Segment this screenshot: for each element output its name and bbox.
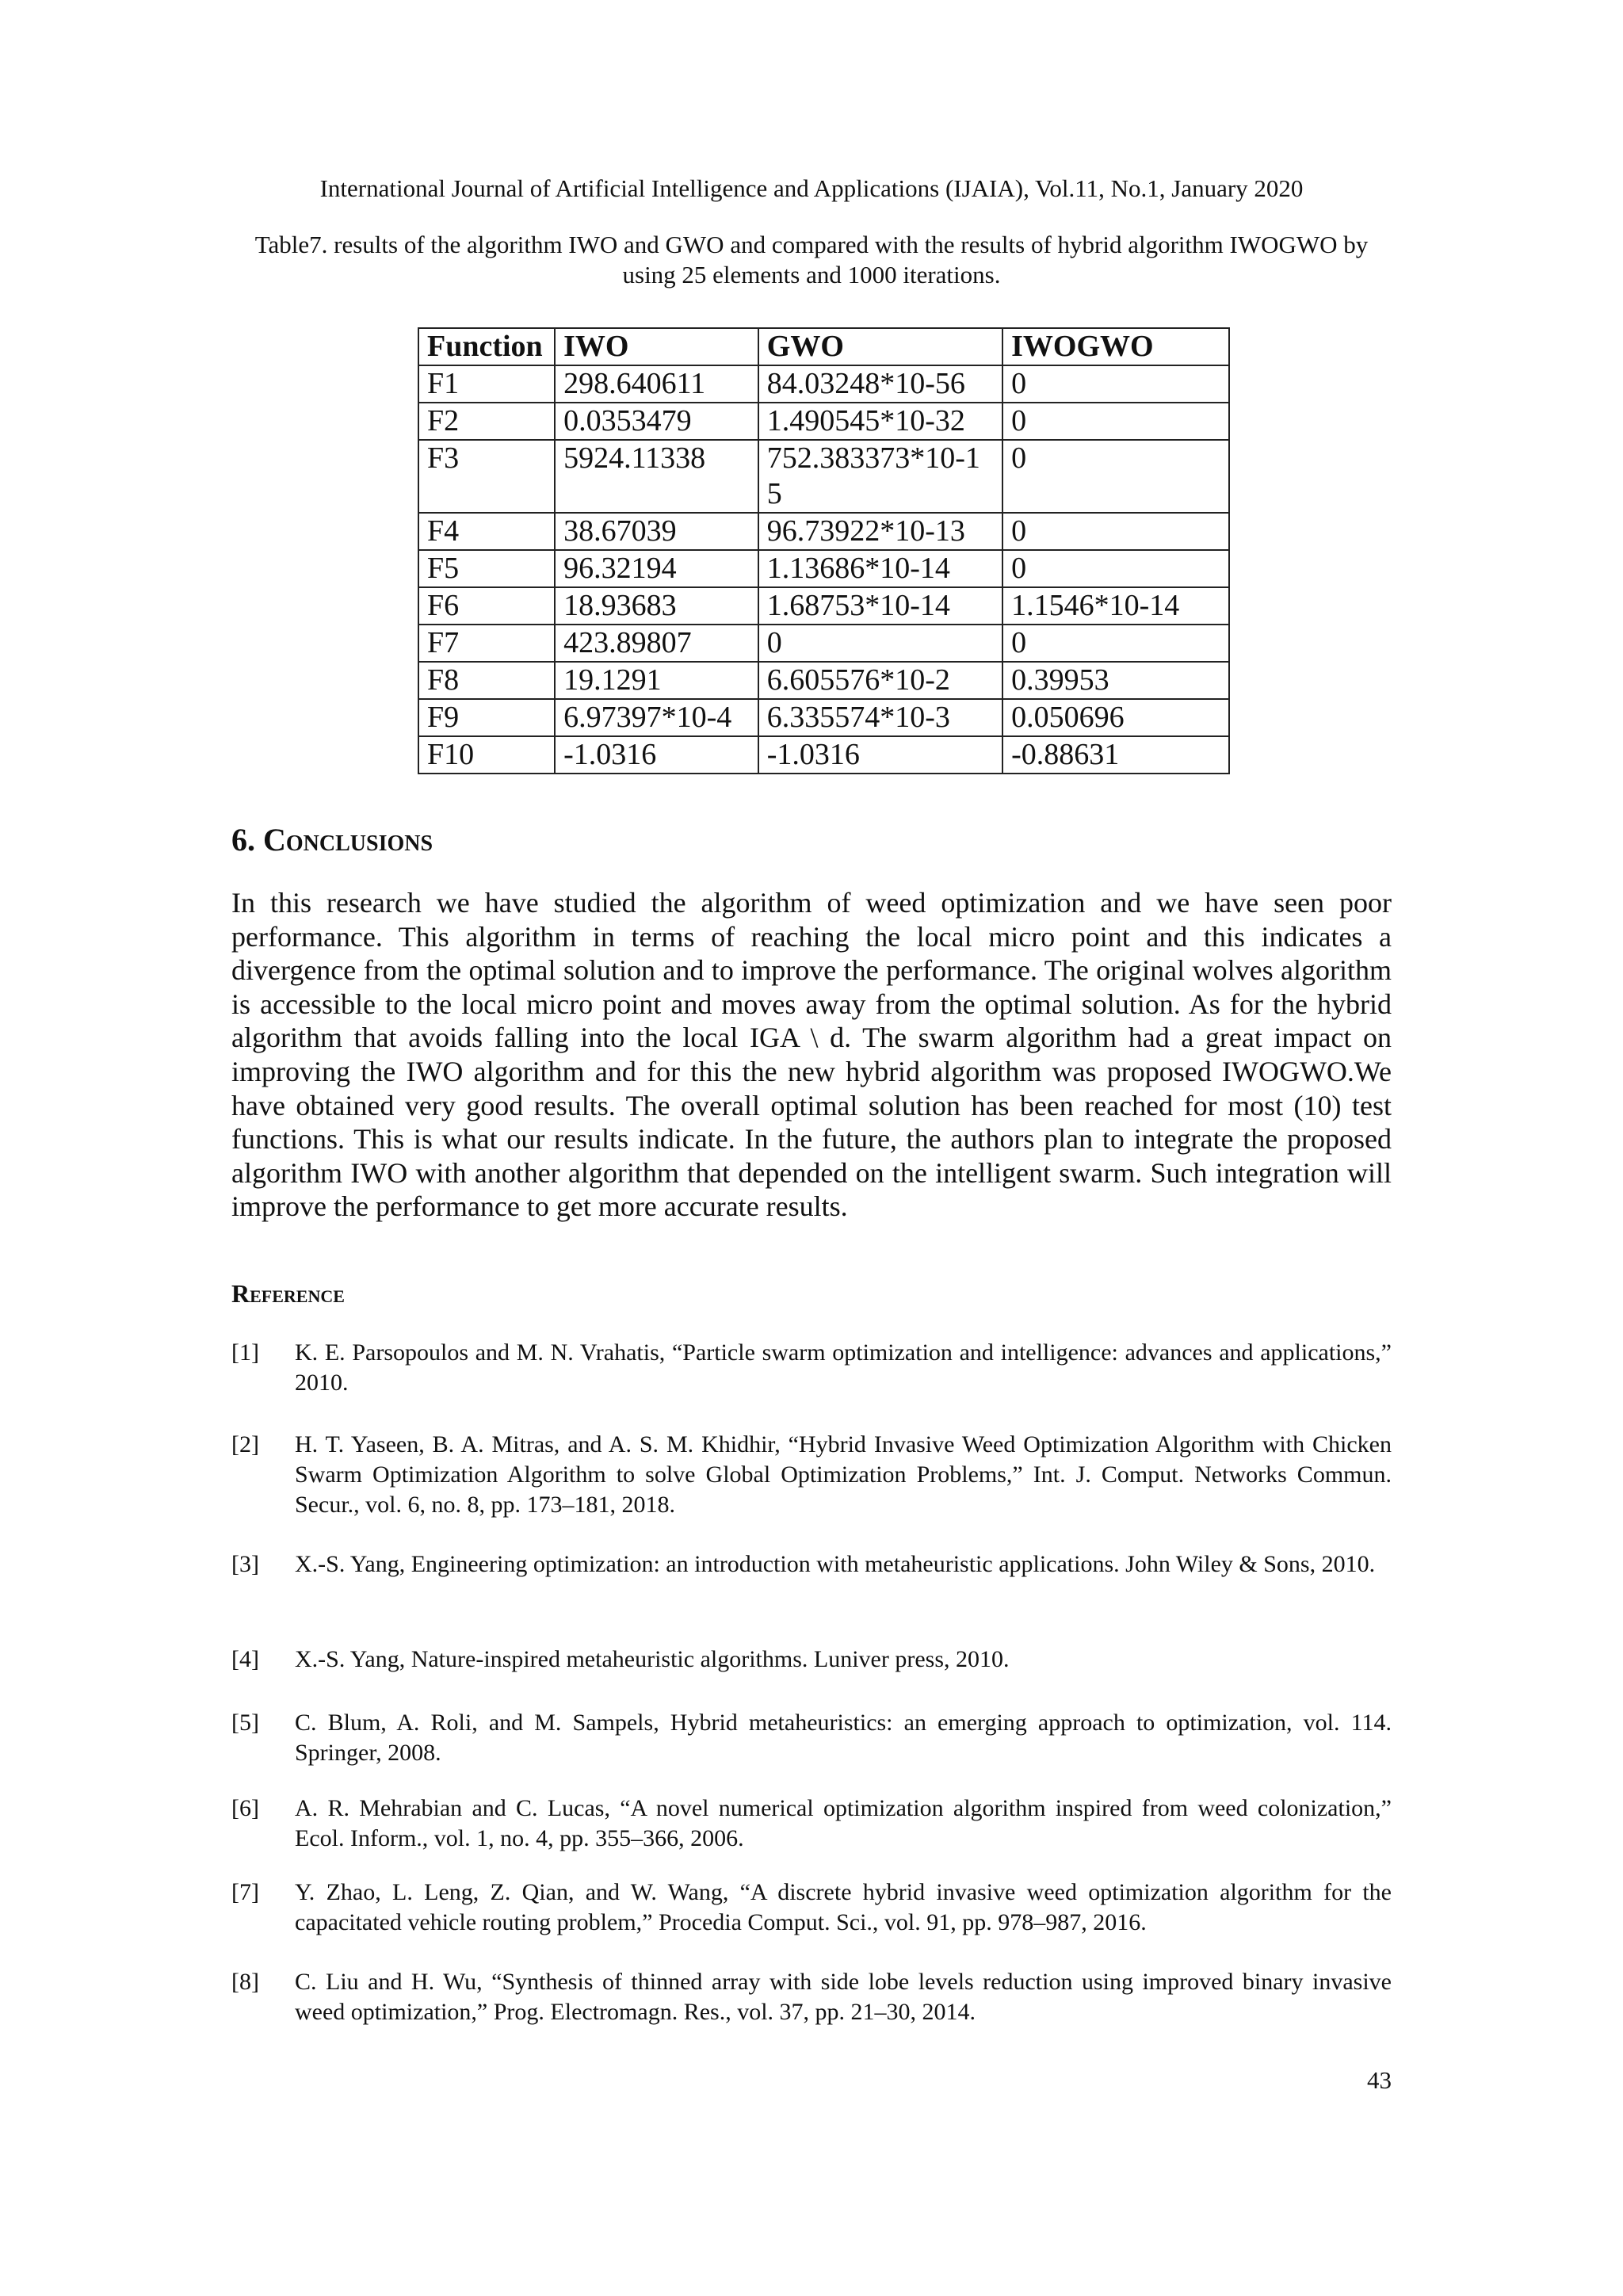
reference-text: C. Liu and H. Wu, “Synthesis of thinned array with side lobe levels reduction using improved binary invasive weed optimization,” Prog. Electromagn. Res., vol. 37, pp. 21–30, 2014. [295,1969,1392,2025]
table-cell: F7 [418,625,555,662]
table-cell: 1.68753*10-14 [758,587,1002,625]
reference-number: [1] [231,1339,259,1366]
reference-number: [2] [231,1431,259,1457]
table-cell: 19.1291 [555,662,758,699]
reference-item [231,1549,1392,1580]
table-cell: 96.73922*10-13 [758,513,1002,550]
table-cell: 752.383373*10-15 [758,440,1002,513]
reference-text: X.-S. Yang, Nature-inspired metaheuristic algorithms. Luniver press, 2010. [295,1646,1010,1672]
reference-text: K. E. Parsopoulos and M. N. Vrahatis, “Particle swarm optimization and intelligence: advances and applications,” 2010. [295,1339,1392,1396]
page-number: 43 [1367,2066,1392,2094]
table-cell: 6.605576*10-2 [758,662,1002,699]
table-cell: -0.88631 [1002,736,1229,774]
reference-text: C. Blum, A. Roli, and M. Sampels, Hybrid metaheuristics: an emerging approach to optimization, vol. 114. Springer, 2008. [295,1710,1392,1766]
reference-number: [4] [231,1646,259,1672]
reference-number: [5] [231,1710,259,1736]
table-row [418,403,1229,440]
results-table [418,327,1230,774]
table-cell: F10 [418,736,555,774]
reference-item [231,1430,1392,1520]
table-cell: 298.640611 [555,365,758,403]
table-cell: 1.490545*10-32 [758,403,1002,440]
reference-text: H. T. Yaseen, B. A. Mitras, and A. S. M. Khidhir, “Hybrid Invasive Weed Optimization Algorithm with Chicken Swarm Optimization Algorithm to solve Global Optimization Problems,” Int. J. Comput. Networks Commun. Secur., vol. 6, no. 8, pp. 173–181, 2018. [295,1431,1392,1518]
reference-text: X.-S. Yang, Engineering optimization: an introduction with metaheuristic applications. John Wiley & Sons, 2010. [295,1551,1376,1577]
table-row [418,365,1229,403]
table-cell: F5 [418,550,555,587]
table-cell: 0.0353479 [555,403,758,440]
table-cell: -1.0316 [555,736,758,774]
reference-number: [3] [231,1551,259,1577]
table-cell: 18.93683 [555,587,758,625]
table-cell: 5924.11338 [555,440,758,513]
table-cell: F2 [418,403,555,440]
table-cell: 6.335574*10-3 [758,699,1002,736]
running-head: International Journal of Artificial Intelligence and Applications (IJAIA), Vol.11, No.1, January 2020 [319,174,1304,202]
table-header-row [418,328,1229,365]
column-header: Function [418,328,555,365]
table-cell: 1.1546*10-14 [1002,587,1229,625]
table-cell: 0 [1002,440,1229,513]
table-cell: 0 [758,625,1002,662]
table-cell: F6 [418,587,555,625]
column-header: IWOGWO [1002,328,1229,365]
column-header: GWO [758,328,1002,365]
reference-number: [6] [231,1795,259,1821]
reference-number: [7] [231,1879,259,1905]
table-cell: 38.67039 [555,513,758,550]
table-cell: 0 [1002,403,1229,440]
reference-item [231,1967,1392,2027]
table-caption: Table7. results of the algorithm IWO and GWO and compared with the results of hybrid algorithm IWOGWO by using 25 elements and 1000 iterations. [254,231,1369,288]
table-cell: 84.03248*10-56 [758,365,1002,403]
table-row [418,513,1229,550]
table-cell: F3 [418,440,555,513]
table-cell: 0 [1002,513,1229,550]
table-cell: 6.97397*10-4 [555,699,758,736]
column-header: IWO [555,328,758,365]
table-cell: F1 [418,365,555,403]
table-row [418,736,1229,774]
table-cell: 0.39953 [1002,662,1229,699]
reference-item [231,1645,1392,1675]
table-cell: -1.0316 [758,736,1002,774]
reference-item [231,1338,1392,1398]
reference-text: A. R. Mehrabian and C. Lucas, “A novel numerical optimization algorithm inspired from weed colonization,” Ecol. Inform., vol. 1, no. 4, pp. 355–366, 2006. [295,1795,1392,1851]
reference-number: [8] [231,1969,259,1995]
table-cell: 1.13686*10-14 [758,550,1002,587]
section-heading-reference: Reference [231,1279,345,1308]
reference-item [231,1878,1392,1938]
section-heading-conclusions: 6. Conclusions [231,822,433,858]
conclusions-paragraph: In this research we have studied the algorithm of weed optimization and we have seen poor performance. This algorithm in terms of reaching the local micro point and this indicates a divergence from the optimal solution and to improve the performance. The original wolves algorithm is accessible to the local micro point and moves away from the optimal solution. As for the hybrid algorithm that avoids falling into the local IGA \ d. The swarm algorithm had a great impact on improving the IWO algorithm and for this the new hybrid algorithm was proposed IWOGWO.We have obtained very good results. The overall optimal solution has been reached for most (10) test functions. This is what our results indicate. In the future, the authors plan to integrate the proposed algorithm IWO with another algorithm that depended on the intelligent swarm. Such integration will improve the performance to get more accurate results. [231,887,1392,1223]
table-row [418,550,1229,587]
table-cell: 0 [1002,625,1229,662]
table-cell: 423.89807 [555,625,758,662]
table-cell: 0.050696 [1002,699,1229,736]
table-row [418,587,1229,625]
table-cell: F8 [418,662,555,699]
reference-text: Y. Zhao, L. Leng, Z. Qian, and W. Wang, “A discrete hybrid invasive weed optimization algorithm for the capacitated vehicle routing problem,” Procedia Comput. Sci., vol. 91, pp. 978–987, 2016. [295,1879,1392,1935]
table-row [418,440,1229,513]
table-cell: 0 [1002,550,1229,587]
table-cell: 96.32194 [555,550,758,587]
table-cell: 0 [1002,365,1229,403]
table-row [418,699,1229,736]
reference-item [231,1794,1392,1854]
table-row [418,662,1229,699]
table-cell: F9 [418,699,555,736]
table-cell: F4 [418,513,555,550]
reference-item [231,1708,1392,1768]
table-row [418,625,1229,662]
